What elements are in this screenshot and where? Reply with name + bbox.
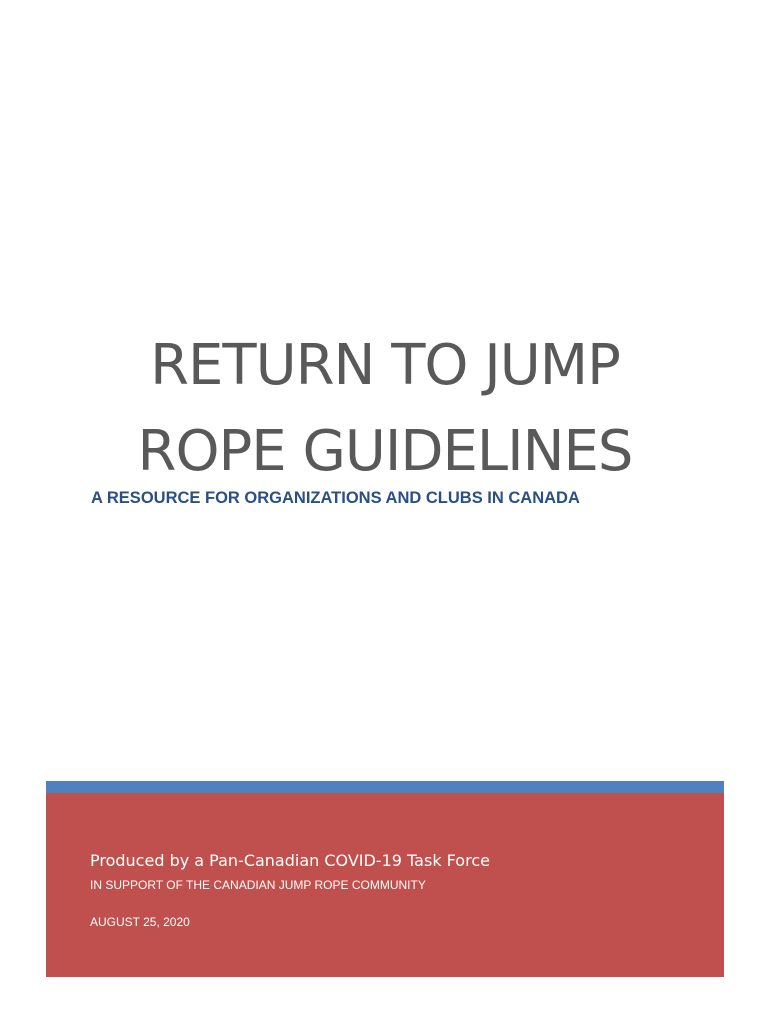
footer-accent-stripe — [46, 781, 724, 793]
support-statement: IN SUPPORT OF THE CANADIAN JUMP ROPE COMMUNITY — [90, 878, 426, 892]
title-line-1: RETURN TO JUMP — [150, 333, 620, 398]
publication-date: AUGUST 25, 2020 — [90, 915, 190, 929]
document-title — [0, 323, 770, 495]
document-subtitle: A RESOURCE FOR ORGANIZATIONS AND CLUBS IN CANADA — [91, 489, 580, 507]
title-line-2: ROPE GUIDELINES — [137, 419, 633, 484]
footer-band — [46, 781, 724, 977]
producer-credit: Produced by a Pan-Canadian COVID-19 Task Force — [90, 851, 490, 870]
